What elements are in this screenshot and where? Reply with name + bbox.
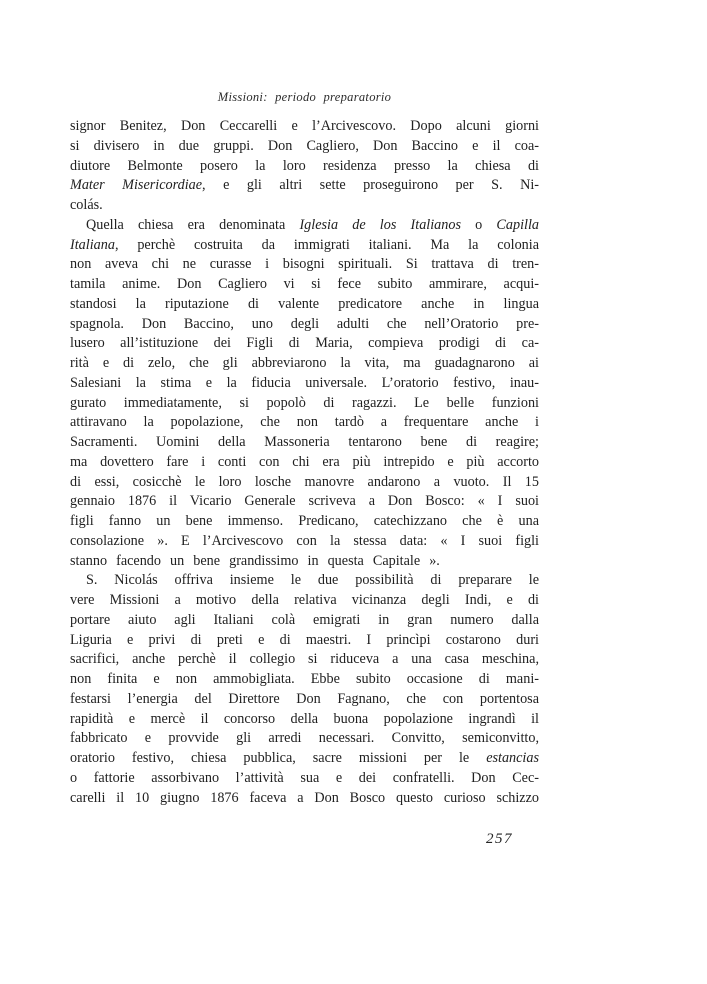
- paragraph: [70, 571, 539, 808]
- text-line: o fattorie assorbivano l’attività sua e dei confratelli. Don Cec-: [70, 769, 539, 786]
- text-line: Mater Misericordiae, e gli altri sette proseguirono per S. Ni-: [70, 177, 540, 194]
- text-line: consolazione ». E l’Arcivescovo con la stessa data: « I suoi figli: [70, 532, 539, 549]
- text-block: [70, 117, 539, 808]
- text-line: gurato immediatamente, si popolò di ragazzi. Le belle funzioni: [70, 394, 539, 411]
- text-line: ma dovettero fare i conti con chi era più intrepido e più accorto: [70, 453, 539, 470]
- text-line: Salesiani la stima e la fiducia universale. L’oratorio festivo, inau-: [70, 374, 539, 391]
- text-line: standosi la riputazione di valente predicatore anche in lingua: [70, 295, 539, 312]
- text-line: Quella chiesa era denominata Iglesia de los Italianos o Capilla: [86, 216, 539, 233]
- text-line: fabbricato e provvide gli arredi necessari. Convitto, semiconvitto,: [70, 730, 539, 747]
- text-line: signor Benitez, Don Ceccarelli e l’Arcivescovo. Dopo alcuni giorni: [70, 118, 539, 134]
- text-line: oratorio festivo, chiesa pubblica, sacre missioni per le estancias: [70, 750, 539, 766]
- text-line: si divisero in due gruppi. Don Cagliero, Don Baccino e il coa-: [70, 137, 539, 154]
- text-line: lusero all’istituzione dei Figli di Maria, compieva prodigi di ca-: [70, 335, 539, 352]
- text-line: rità e di zelo, che gli abbreviarono la vita, ma guadagnarono ai: [70, 355, 539, 371]
- text-line: stanno facendo un bene grandissimo in questa Capitale ».: [70, 552, 440, 569]
- paragraph: [70, 216, 539, 572]
- text-line: diutore Belmonte posero la loro residenza presso la chiesa di: [70, 157, 539, 174]
- text-line: colás.: [70, 197, 103, 213]
- text-line: sacrifici, anche perchè il collegio si riduceva a una casa meschina,: [70, 651, 539, 668]
- text-line: tamila anime. Don Cagliero vi si fece subito ammirare, acqui-: [70, 276, 539, 292]
- text-line: gennaio 1876 il Vicario Generale scriveva a Don Bosco: « I suoi: [70, 493, 539, 510]
- text-line: Sacramenti. Uomini della Massoneria tentarono bene di reagire;: [70, 434, 539, 450]
- text-line: spagnola. Don Baccino, uno degli adulti che nell’Oratorio pre-: [70, 315, 539, 332]
- text-line: attiravano la popolazione, che non tardò a frequentare anche i: [70, 414, 539, 431]
- text-line: vere Missioni a motivo della relativa vicinanza degli Indi, e di: [70, 592, 539, 608]
- text-line: carelli il 10 giugno 1876 faceva a Don Bosco questo curioso schizzo: [70, 789, 539, 806]
- text-line: figli fanno un bene immenso. Predicano, catechizzano che è una: [70, 513, 539, 529]
- text-line: portare aiuto agli Italiani colà emigrati in gran numero dalla: [70, 611, 539, 628]
- page-number: 257: [486, 831, 513, 847]
- text-line: Italiana, perchè costruita da immigrati italiani. Ma la colonia: [70, 236, 539, 253]
- text-line: festarsi l’energia del Direttore Don Fagnano, che con portentosa: [70, 690, 539, 707]
- text-line: di essi, cosicchè le loro losche manovre andarono a vuoto. Il 15: [70, 473, 539, 490]
- text-line: Liguria e privi di preti e di maestri. I princìpi costarono duri: [70, 631, 539, 648]
- text-line: non finita e non ammobigliata. Ebbe subito occasione di mani-: [70, 671, 539, 687]
- text-line: rapidità e mercè il concorso della buona popolazione ingrandì il: [70, 710, 539, 727]
- text-line: non aveva chi ne curasse i bisogni spirituali. Si trattava di tren-: [70, 256, 539, 273]
- running-head: Missioni: periodo preparatorio: [217, 90, 392, 104]
- paragraph: [70, 117, 539, 216]
- text-line: S. Nicolás offriva insieme le due possibilità di preparare le: [86, 572, 539, 589]
